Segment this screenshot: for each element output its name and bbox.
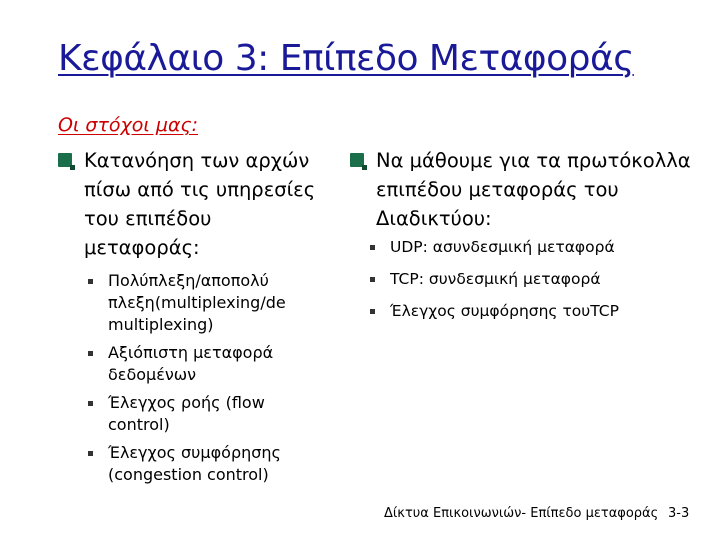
square-bullet-icon: [370, 309, 375, 314]
list-item-text: TCP: συνδεσμική μεταφορά: [390, 270, 601, 288]
left-sub-list: [58, 270, 328, 486]
list-item: [350, 235, 700, 259]
square-bullet-icon: [88, 451, 93, 456]
right-sub-list: [350, 235, 700, 323]
right-column: [350, 146, 700, 331]
slide-title: Κεφάλαιο 3: Επίπεδο Μεταφοράς: [58, 38, 634, 79]
list-item: [350, 267, 700, 291]
q-bullet-icon: [350, 153, 364, 167]
list-item: [58, 342, 328, 386]
list-item-text: Πολύπλεξη/αποπολύ πλεξη(multiplexing/de multiplexing): [108, 271, 286, 334]
list-item-text: Αξιόπιστη μεταφορά δεδομένων: [108, 343, 274, 384]
page-number: 3-3: [668, 506, 690, 521]
square-bullet-icon: [88, 401, 93, 406]
list-item: [58, 392, 328, 436]
slide-footer: Δίκτυα Επικοινωνιών- Επίπεδο μεταφοράς: [384, 506, 659, 521]
list-item: [350, 299, 700, 323]
square-bullet-icon: [370, 245, 375, 250]
square-bullet-icon: [88, 351, 93, 356]
list-item-text: UDP: ασυνδεσμική μεταφορά: [390, 238, 615, 256]
left-main-text: Κατανόηση των αρχών πίσω από τις υπηρεσίες του επιπέδου μεταφοράς:: [84, 149, 316, 259]
list-item: [58, 442, 328, 486]
q-bullet-icon: [58, 153, 72, 167]
right-main-text: Να μάθουμε για τα πρωτόκολλα επιπέδου μεταφοράς του Διαδικτύου:: [376, 149, 691, 230]
square-bullet-icon: [370, 277, 375, 282]
left-column: [58, 146, 328, 492]
list-item: [58, 270, 328, 336]
left-main-point: [58, 146, 328, 262]
list-item-text: Έλεγχος συμφόρησης τουTCP: [390, 302, 619, 320]
list-item-text: Έλεγχος συμφόρησης (congestion control): [108, 443, 281, 484]
slide-subtitle: Οι στόχοι μας:: [58, 114, 199, 136]
square-bullet-icon: [88, 279, 93, 284]
right-main-point: [350, 146, 700, 233]
list-item-text: Έλεγχος ροής (flow control): [108, 393, 265, 434]
